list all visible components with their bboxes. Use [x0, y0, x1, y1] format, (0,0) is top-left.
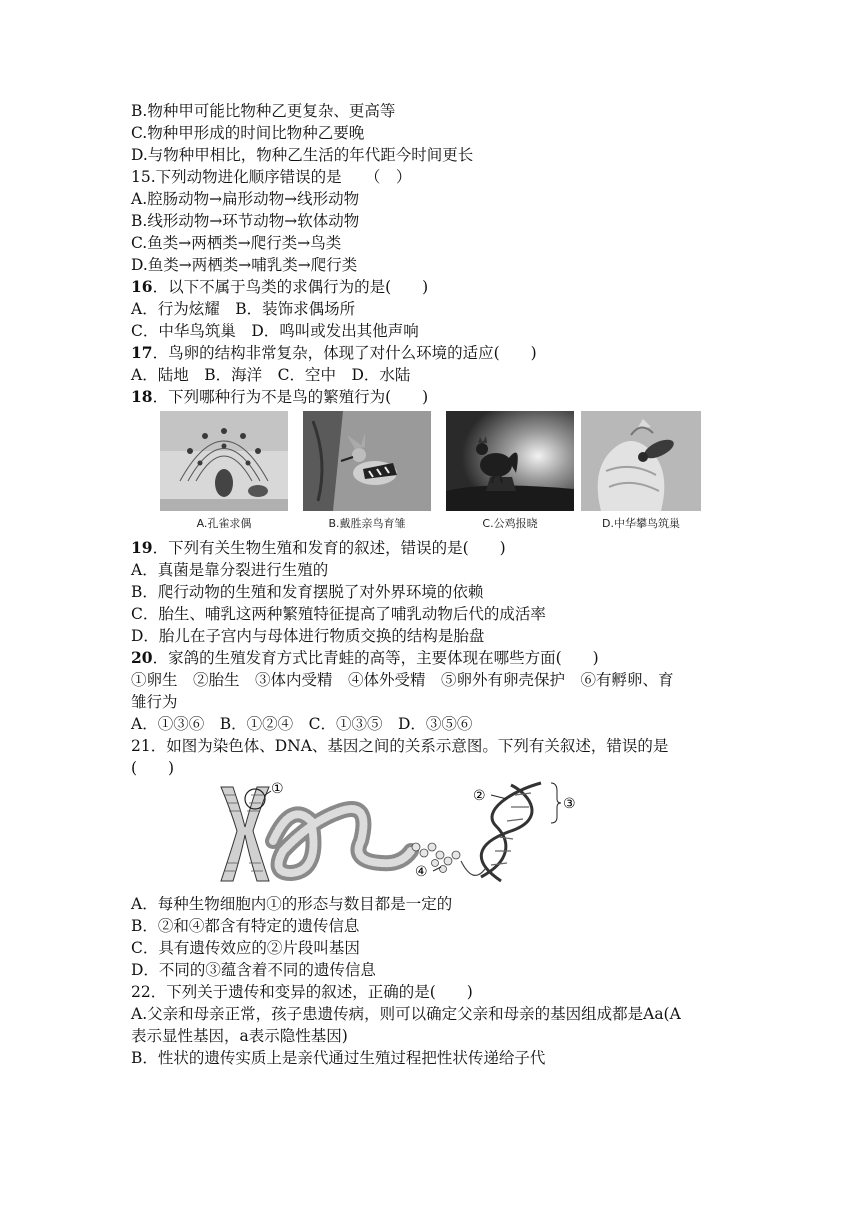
q21-option-a: A．每种生物细胞内①的形态与数目都是一定的 [131, 895, 453, 913]
q16-options-2: C．中华鸟筑巢 D．鸣叫或发出其他声响 [131, 322, 419, 340]
q20-options: A．①③⑥ B．①②④ C．①③⑤ D．③⑤⑥ [131, 715, 473, 733]
q20-stem-text: ．家鸽的生殖发育方式比青蛙的高等，主要体现在哪些方面( ) [152, 649, 599, 667]
q19-stem-text: ．下列有关生物生殖和发育的叙述，错误的是( ) [152, 539, 506, 557]
label-1: ① [271, 781, 284, 797]
q17-stem [131, 342, 741, 364]
label-4: ④ [415, 864, 428, 880]
peacock-photo [160, 411, 288, 511]
rooster-photo [446, 411, 574, 511]
q15-stem: 15.下列动物进化顺序错误的是 （ ） [131, 168, 412, 186]
q14-option-d: D.与物种甲相比，物种乙生活的年代距今时间更长 [131, 146, 474, 164]
hoopoe-photo [303, 411, 431, 511]
q14-option-b: B.物种甲可能比物种乙更复杂、更高等 [131, 102, 396, 120]
caption-d: D.中华攀鸟筑巢 [602, 517, 680, 530]
q22-stem: 22．下列关于遗传和变异的叙述，正确的是( ) [131, 983, 473, 1001]
chromosome-dna-diagram [131, 781, 741, 889]
q17-number: 17 [131, 343, 153, 362]
q22-option-a-1: A.父亲和母亲正常，孩子患遗传病，则可以确定父亲和母亲的基因组成都是Aa(A [131, 1005, 681, 1023]
q17-stem-text: ．鸟卵的结构非常复杂，体现了对什么环境的适应( ) [152, 344, 537, 362]
q22-option-a-2: 表示显性基因，a表示隐性基因) [131, 1027, 348, 1045]
q19-option-b: B．爬行动物的生殖和发育摆脱了对外界环境的依赖 [131, 583, 484, 601]
q20-items-2: 雏行为 [131, 693, 178, 711]
q21-option-d: D．不同的③蕴含着不同的遗传信息 [131, 961, 376, 979]
q16-number: 16 [131, 277, 153, 296]
nest-photo [581, 411, 701, 511]
q18-number: 18 [131, 387, 153, 406]
q17-options: A．陆地 B．海洋 C．空中 D．水陆 [131, 366, 411, 384]
q21-option-c: C．具有遗传效应的②片段叫基因 [131, 939, 360, 957]
q14-option-c: C.物种甲形成的时间比物种乙要晚 [131, 124, 365, 142]
q16-stem-text: ．以下不属于鸟类的求偶行为的是( ) [152, 278, 429, 296]
q15-option-d: D.鱼类→两栖类→哺乳类→爬行类 [131, 256, 358, 274]
q21-stem-1: 21．如图为染色体、DNA、基因之间的关系示意图。下列有关叙述，错误的是 [131, 737, 669, 755]
caption-a: A.孔雀求偶 [196, 517, 252, 530]
q15-option-b: B.线形动物→环节动物→软体动物 [131, 212, 360, 230]
q21-stem-2: ( ) [131, 759, 175, 777]
exam-page [131, 100, 741, 1069]
label-2: ② [473, 788, 486, 804]
q15-option-a: A.腔肠动物→扁形动物→线形动物 [131, 190, 360, 208]
q19-option-c: C．胎生、哺乳这两种繁殖特征提高了哺乳动物后代的成活率 [131, 605, 546, 623]
q16-options-1: A．行为炫耀 B．装饰求偶场所 [131, 300, 356, 318]
q19-number: 19 [131, 538, 153, 557]
q18-photo-row [131, 411, 741, 533]
dna-double-helix [481, 783, 541, 881]
q19-option-d: D．胎儿在子宫内与母体进行物质交换的结构是胎盘 [131, 627, 485, 645]
q19-option-a: A．真菌是靠分裂进行生殖的 [131, 561, 329, 579]
q19-stem [131, 537, 741, 559]
q18-stem [131, 386, 741, 408]
caption-c: C.公鸡报晓 [482, 517, 538, 530]
q20-items-1: ①卵生 ②胎生 ③体内受精 ④体外受精 ⑤卵外有卵壳保护 ⑥有孵卵、育 [131, 671, 674, 689]
q20-stem [131, 647, 741, 669]
label-3: ③ [563, 796, 576, 812]
q18-stem-text: ．下列哪种行为不是鸟的繁殖行为( ) [152, 388, 429, 406]
q21-option-b: B．②和④都含有特定的遗传信息 [131, 917, 360, 935]
caption-b: B.戴胜亲鸟育雏 [328, 517, 406, 530]
q15-option-c: C.鱼类→两栖类→爬行类→鸟类 [131, 234, 342, 252]
q22-option-b: B．性状的遗传实质上是亲代通过生殖过程把性状传递给子代 [131, 1049, 546, 1067]
q20-number: 20 [131, 648, 153, 667]
q16-stem [131, 276, 741, 298]
